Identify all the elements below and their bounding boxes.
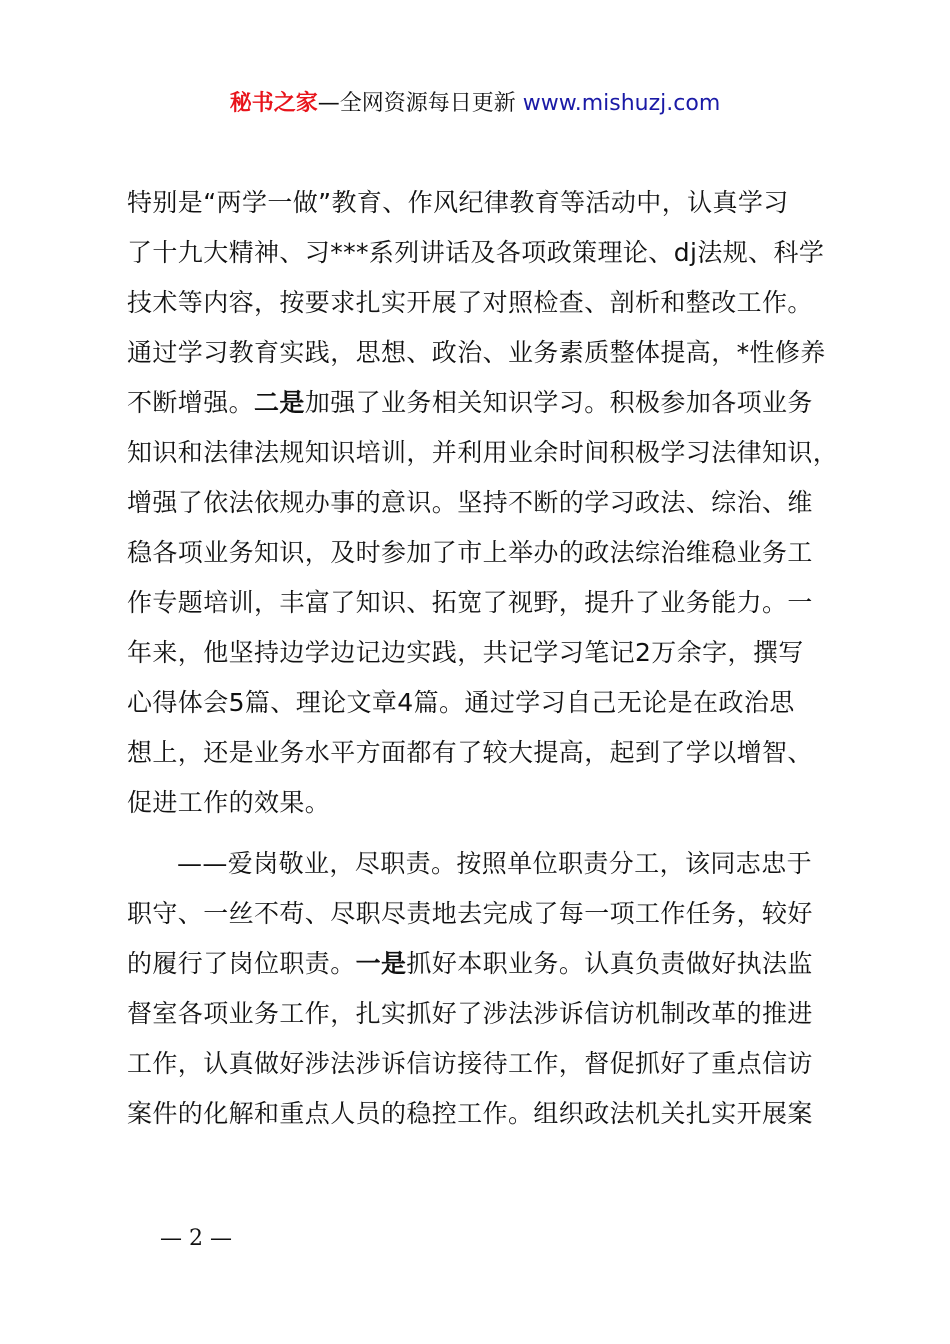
brand-name: 秘书之家 — [229, 91, 318, 116]
body-text-line: 心得体会5篇、理论文章4篇。通过学习自己无论是在政治思 — [127, 688, 795, 717]
body-text-line: ——爱岗敬业，尽职责。按照单位职责分工，该同志忠于 — [177, 849, 813, 878]
body-text-line: 作专题培训，丰富了知识、拓宽了视野，提升了业务能力。一 — [127, 588, 813, 617]
body-text-line: 了十九大精神、习***系列讲话及各项政策理论、dj法规、科学 — [127, 238, 825, 267]
body-text-line: 工作，认真做好涉法涉诉信访接待工作，督促抓好了重点信访 — [127, 1049, 813, 1078]
text-segment: 不断增强。 — [127, 388, 255, 417]
body-text-line: 年来，他坚持边学边记边实践，共记学习笔记2万余字，撰写 — [127, 638, 804, 667]
body-text-line — [127, 386, 813, 420]
body-text-line: 职守、一丝不苟、尽职尽责地去完成了每一项工作任务，较好 — [127, 899, 813, 928]
text-segment: 的履行了岗位职责。 — [127, 949, 356, 978]
body-text-line — [127, 947, 813, 981]
body-text-line: 增强了依法依规办事的意识。坚持不断的学习政法、综治、维 — [127, 488, 813, 517]
body-text-line: 稳各项业务知识，及时参加了市上举办的政法综治维稳业务工 — [127, 538, 813, 567]
emphasis-marker: 二是 — [254, 388, 305, 417]
body-text-line: 想上，还是业务水平方面都有了较大提高，起到了学以增智、 — [127, 738, 813, 767]
site-url[interactable]: www.mishuzj.com — [522, 91, 721, 116]
page-number: — 2 — — [160, 1226, 232, 1251]
emphasis-marker: 一是 — [355, 949, 407, 978]
body-text-line: 案件的化解和重点人员的稳控工作。组织政法机关扎实开展案 — [127, 1099, 813, 1128]
text-segment: 加强了业务相关知识学习。积极参加各项业务 — [304, 388, 813, 417]
header-slogan: —全网资源每日更新 — [317, 91, 516, 116]
body-text-line: 特别是“两学一做”教育、作风纪律教育等活动中，认真学习 — [127, 188, 789, 217]
body-text-line: 促进工作的效果。 — [127, 788, 331, 817]
text-segment: 抓好本职业务。认真负责做好执法监 — [406, 949, 813, 978]
body-text-line: 知识和法律法规知识培训，并利用业余时间积极学习法律知识， — [127, 438, 839, 467]
body-text-line: 技术等内容，按要求扎实开展了对照检查、剖析和整改工作。 — [127, 288, 813, 317]
site-header — [0, 88, 950, 120]
body-text-line: 督室各项业务工作，扎实抓好了涉法涉诉信访机制改革的推进 — [127, 999, 813, 1028]
body-text-line: 通过学习教育实践，思想、政治、业务素质整体提高，*性修养 — [127, 338, 826, 367]
